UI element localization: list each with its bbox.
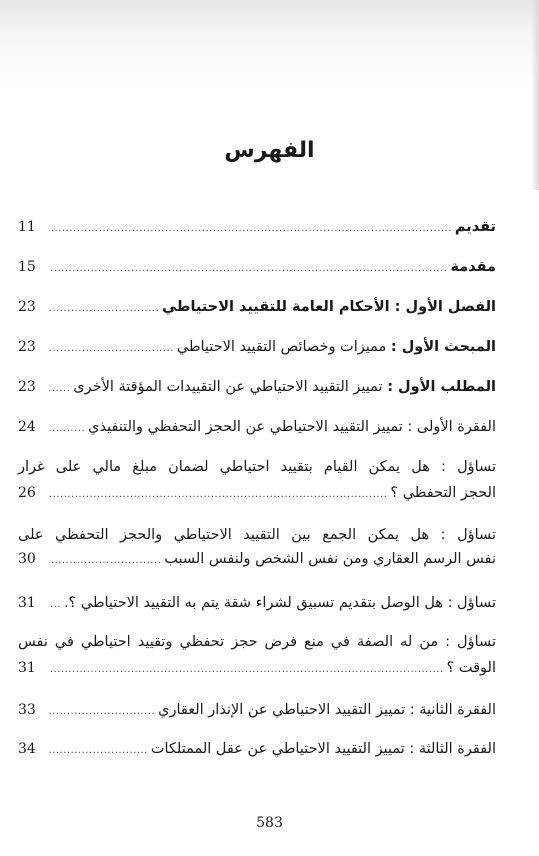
entry-page: 23 xyxy=(18,299,36,315)
entry-line-2: الوقت ؟ xyxy=(446,660,496,676)
entry-line-2: الحجز التحفظي ؟ xyxy=(390,485,496,501)
entry-text xyxy=(73,379,496,395)
entry-line-1: تساؤل : من له الصفة في منع فرض حجز تحفظي وتقييد احتياطي في نفس xyxy=(18,634,496,650)
entry-text: الفقرة الأولى : تمييز التقييد الاحتياطي عن الحجز التحفظي والتنفيذي xyxy=(88,419,496,435)
toc-entry xyxy=(18,595,496,611)
top-shade xyxy=(0,0,539,86)
entry-line-2: نفس الرسم العقاري ومن نفس الشخص ولنفس السبب xyxy=(164,551,496,567)
leader-dots xyxy=(49,263,447,274)
leader-dots xyxy=(49,489,387,500)
entry-page: 34 xyxy=(18,741,36,757)
entry-page: 24 xyxy=(18,419,36,435)
toc-entry xyxy=(18,299,496,315)
entry-page: 31 xyxy=(18,595,36,611)
leader-dots xyxy=(49,664,444,675)
entry-title: مميزات وخصائص التقييد الاحتياطي xyxy=(176,339,387,355)
entry-label: المطلب الأول : xyxy=(387,379,496,395)
toc-entry xyxy=(18,339,496,355)
toc-entry xyxy=(18,527,496,567)
page-number: 583 xyxy=(256,815,283,831)
entry-text xyxy=(162,299,496,315)
entry-page: 31 xyxy=(18,660,36,676)
leader-dots xyxy=(49,745,148,756)
leader-dots xyxy=(49,383,70,394)
entry-text: الفقرة الثالثة : تمييز التقييد الاحتياطي عن عقل الممتلكات xyxy=(150,741,496,757)
entry-label: الفصل الأول : xyxy=(394,299,496,315)
leader-dots xyxy=(49,223,452,234)
entry-text xyxy=(177,339,496,355)
entry-line-1: تساؤل : هل يمكن الجمع بين التقييد الاحتياطي والحجز التحفظي على xyxy=(18,527,496,543)
entry-title: الأحكام العامة للتقييد الاحتياطي xyxy=(162,299,390,315)
toc-entry xyxy=(18,379,496,395)
entry-text: مقدمة xyxy=(450,259,496,275)
entry-page: 30 xyxy=(18,551,36,567)
leader-dots xyxy=(49,343,174,354)
entry-page: 15 xyxy=(18,259,36,275)
toc-entry xyxy=(18,702,496,718)
toc-entry xyxy=(18,259,496,275)
entry-line-1: تساؤل : هل يمكن القيام بتقييد احتياطي لضمان مبلغ مالي على غرار xyxy=(18,459,496,475)
leader-dots xyxy=(49,706,155,717)
toc-entry xyxy=(18,741,496,757)
entry-page: 33 xyxy=(18,702,36,718)
entry-page: 23 xyxy=(18,379,36,395)
entry-page: 23 xyxy=(18,339,36,355)
leader-dots xyxy=(49,599,61,610)
leader-dots xyxy=(49,555,161,566)
toc-entry xyxy=(18,459,496,501)
leader-dots xyxy=(49,303,159,314)
entry-label: المبحث الأول : xyxy=(390,339,496,355)
entry-page: 26 xyxy=(18,485,36,501)
entry-text: تقديم xyxy=(454,219,496,235)
entry-text: تساؤل : هل الوصل بتقديم تسبيق لشراء شقة يتم به التقييد الاحتياطي ؟. xyxy=(63,595,496,611)
leader-dots xyxy=(49,423,85,434)
page-title: الفهرس xyxy=(224,138,315,163)
entry-text: الفقرة الثانية : تمييز التقييد الاحتياطي عن الإنذار العقاري xyxy=(158,702,496,718)
entry-page: 11 xyxy=(18,219,36,235)
toc-entry xyxy=(18,219,496,235)
toc-entry xyxy=(18,634,496,676)
entry-title: تمييز التقييد الاحتياطي عن التقييدات المؤقتة الأخرى xyxy=(73,379,383,395)
toc-entry xyxy=(18,419,496,435)
